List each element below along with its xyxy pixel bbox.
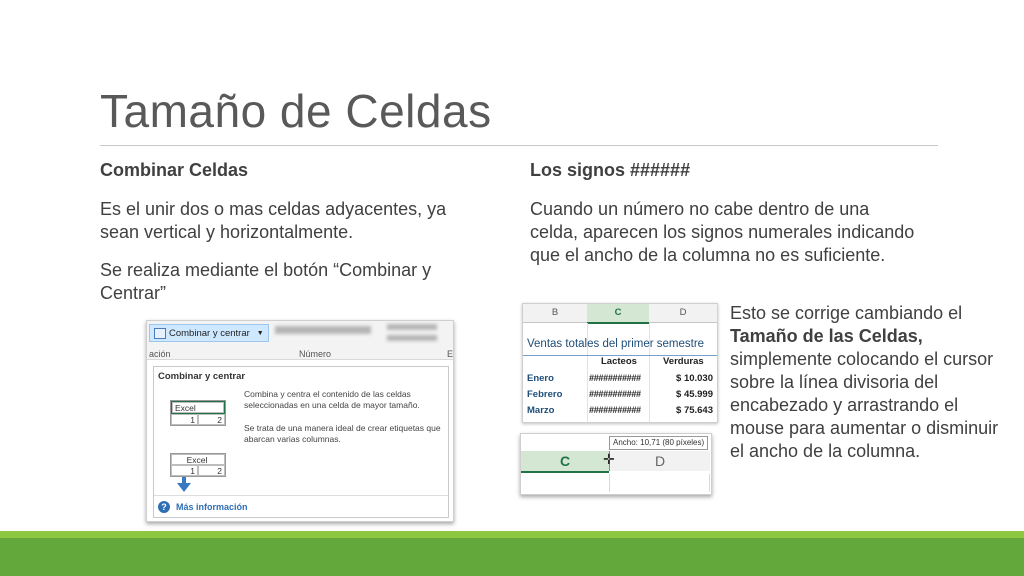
example-table-after xyxy=(170,453,226,477)
left-heading: Combinar Celdas xyxy=(100,160,249,180)
column-header[interactable]: D xyxy=(609,451,710,471)
ribbon-group-label: E xyxy=(447,349,454,359)
value-cell[interactable]: $ 45.999 xyxy=(676,389,713,400)
right-paragraph-2-bold: Tamaño de las Celdas, xyxy=(730,326,923,346)
width-tooltip: Ancho: 10,71 (80 píxeles) xyxy=(609,436,708,450)
combine-center-screenshot xyxy=(146,320,454,522)
table-cell: Excel xyxy=(172,402,224,413)
ribbon xyxy=(147,321,453,360)
column-label: Verduras xyxy=(663,356,704,367)
ribbon-group-label: Número xyxy=(299,349,332,359)
left-paragraph-1: Es el unir dos o mas celdas adyacentes, ya sean vertical y horizontalmente. xyxy=(100,199,447,242)
footer-accent-bar xyxy=(0,531,1024,538)
table-cell: 1 xyxy=(171,465,198,476)
sheet-title: Ventas totales del primer semestre xyxy=(527,338,705,350)
table-cell: Excel xyxy=(171,454,225,465)
column-header[interactable]: D xyxy=(649,304,718,323)
tooltip-title: Combinar y centrar xyxy=(158,371,246,382)
column-header-selected[interactable]: C xyxy=(587,304,650,324)
chevron-down-icon[interactable]: ▼ xyxy=(256,329,264,337)
column-resize-screenshot xyxy=(520,433,712,495)
column-header[interactable]: B xyxy=(523,304,588,323)
blurred-ribbon-control xyxy=(387,324,437,330)
overflow-cell[interactable]: ########### xyxy=(589,389,641,399)
merge-icon xyxy=(154,328,166,339)
hash-signs-screenshot xyxy=(522,303,718,423)
right-paragraph-2 xyxy=(730,302,1015,463)
title-divider xyxy=(100,145,938,146)
help-icon[interactable]: ? xyxy=(158,501,170,513)
tooltip-text: Se trata de una manera ideal de crear etiquetas que abarcan varias columnas. xyxy=(244,423,441,444)
row-label: Febrero xyxy=(527,389,563,400)
blurred-ribbon-control xyxy=(275,326,371,334)
combine-center-button[interactable] xyxy=(149,324,269,342)
table-cell: 1 xyxy=(171,414,198,425)
value-cell[interactable]: $ 75.643 xyxy=(676,405,713,416)
resize-cursor-icon[interactable]: ✛ xyxy=(603,451,615,467)
right-heading: Los signos ###### xyxy=(530,160,691,180)
column-label: Lacteos xyxy=(601,356,637,367)
value-cell[interactable]: $ 10.030 xyxy=(676,373,713,384)
column-header-selected[interactable]: C xyxy=(521,451,609,473)
overflow-cell[interactable]: ########### xyxy=(589,373,641,383)
cell[interactable] xyxy=(521,474,610,492)
right-paragraph-1: Cuando un número no cabe dentro de una celda, aparecen los signos numerales indicando que el ancho de la columna no es suficiente. xyxy=(530,199,915,265)
right-paragraph-2-prefix: Esto se corrige cambiando el xyxy=(730,303,963,323)
more-info-link[interactable]: Más información xyxy=(176,502,248,512)
row-label: Enero xyxy=(527,373,554,384)
slide-title: Tamaño de Celdas xyxy=(100,85,492,137)
right-paragraph-2-suffix: simplemente colocando el cursor sobre la línea divisoria del encabezado y arrastrando el mouse para aumentar o disminuir el ancho de la columna. xyxy=(730,349,999,461)
blurred-ribbon-control xyxy=(387,335,437,341)
left-paragraph-2: Se realiza mediante el botón “Combinar y Centrar” xyxy=(100,260,432,303)
row-label: Marzo xyxy=(527,405,555,416)
combine-center-button-label: Combinar y centrar xyxy=(169,327,250,339)
overflow-cell[interactable]: ########### xyxy=(589,405,641,415)
tooltip-panel xyxy=(153,366,449,518)
table-cell: 2 xyxy=(198,414,225,425)
example-table-before xyxy=(170,400,226,426)
footer-bar xyxy=(0,538,1024,576)
tooltip-text: Combina y centra el contenido de las celdas seleccionadas en una celda de mayor tamaño. xyxy=(244,389,420,410)
divider xyxy=(154,495,448,496)
table-cell: 2 xyxy=(198,465,225,476)
ribbon-group-label: ación xyxy=(149,349,171,359)
cell[interactable] xyxy=(610,474,710,492)
